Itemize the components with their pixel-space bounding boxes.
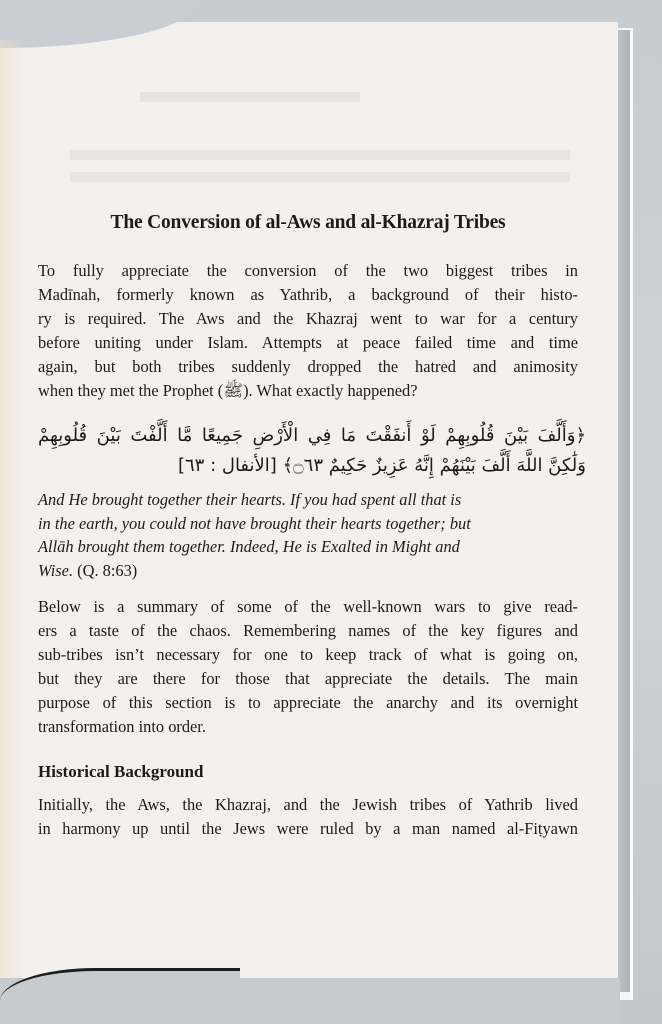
translation-line: Allāh brought them together. Indeed, He is Exalted in Might and: [38, 537, 460, 556]
text-line: before uniting under Islam. Attempts at peace failed time and time: [38, 333, 578, 352]
translation-line-end: Wise.: [38, 560, 74, 580]
text-line: but they are there for those that appreciate the details. The main: [38, 669, 578, 688]
page-curl-bottom: [0, 978, 620, 1024]
text-line: in harmony up until the Jews were ruled by a man named al-Fiṭyawn: [38, 819, 578, 838]
subheading: Historical Background: [38, 762, 204, 781]
text-line: transformation into order.: [38, 717, 206, 736]
text-line: Initially, the Aws, the Khazraj, and the Jewish tribes of Yathrib lived: [38, 795, 578, 814]
text-line: purpose of this section is to appreciate the anarchy and its overnight: [38, 693, 578, 712]
text-line: sub-tribes isn’t necessary for one to keep track of what is going on,: [38, 645, 578, 664]
text-line: Madīnah, formerly known as Yathrib, a background of their histo-: [38, 285, 578, 304]
translation-line: And He brought together their hearts. If you had spent all that is: [38, 490, 462, 509]
text-line: when they met the Prophet (ﷺ). What exactly happened?: [38, 381, 418, 400]
verse-translation: [38, 488, 578, 582]
show-through-texture: [140, 92, 360, 102]
translation-line: in the earth, you could not have brought their hearts together; but: [38, 513, 471, 533]
verse-reference: (Q. 8:63): [77, 560, 138, 580]
text-line: Below is a summary of some of the well-known wars to give read-: [38, 597, 578, 616]
arabic-line: وَلَٰكِنَّ اللَّهَ أَلَّفَ بَيْنَهُمْ إِنَّهُ عَزِيزٌ حَكِيمٌ ۝٦٣﴾ [الأنفال : ٦٣]: [177, 455, 586, 476]
text-line: again, but both tribes suddenly dropped the hatred and animosity: [38, 357, 578, 376]
spine-shadow: [0, 40, 26, 980]
show-through-texture: [70, 150, 570, 160]
text-line: ers a taste of the chaos. Remembering names of the key figures and: [38, 621, 578, 640]
quran-verse-arabic: [38, 421, 586, 481]
text-line: To fully appreciate the conversion of the two biggest tribes in: [38, 261, 578, 280]
translation-line: [38, 559, 578, 583]
summary-paragraph: [38, 595, 578, 739]
section-title: The Conversion of al-Aws and al-Khazraj Tribes: [110, 212, 506, 233]
intro-paragraph: [38, 259, 578, 403]
text-line: ry is required. The Aws and the Khazraj went to war for a century: [38, 309, 578, 328]
background-paragraph: [38, 793, 578, 841]
show-through-texture: [70, 172, 570, 182]
arabic-line: ﴿وَأَلَّفَ بَيْنَ قُلُوبِهِمْ لَوْ أَنفَقْتَ مَا فِي الْأَرْضِ جَمِيعًا مَّا أَلَّفْتَ بَيْنَ قُلُوبِهِمْ: [38, 425, 586, 446]
